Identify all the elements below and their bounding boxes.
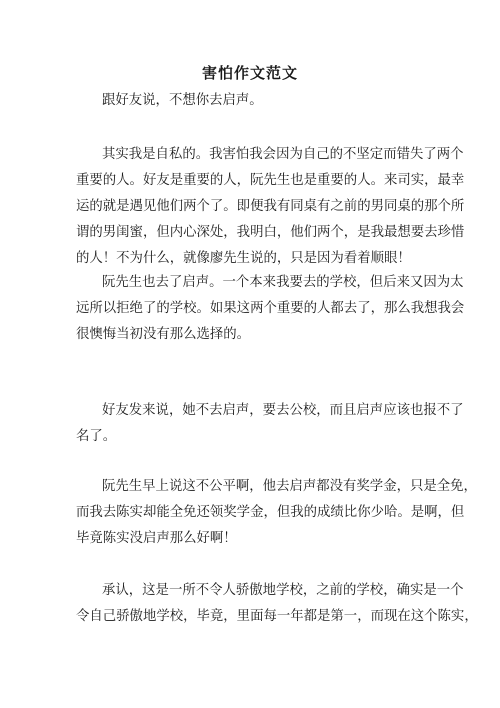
text-line: 阮先生也去了启声。一个本来我要去的学校，但后来又因为太 (102, 275, 464, 290)
text-line: 阮先生早上说这不公平啊，他去启声都没有奖学金，只是全免， (102, 479, 477, 494)
text-line: 好友发来说，她不去启声，要去公校，而且启声应该也报不了 (102, 403, 464, 418)
document-title: 害怕作文范文 (201, 64, 298, 82)
text-line: 而我去陈实却能全免还领奖学金，但我的成绩比你少哈。是啊，但 (76, 505, 465, 520)
text-line: 谓的男闺蜜，但内心深处，我明白，他们两个，是我最想要去珍惜 (76, 225, 465, 240)
text-line: 重要的人。好友是重要的人，阮先生也是重要的人。来司实，最幸 (76, 173, 465, 188)
paragraph-4 (76, 398, 464, 450)
paragraph-3 (76, 270, 465, 348)
paragraph-5 (76, 474, 477, 552)
paragraph-6 (76, 578, 478, 630)
text-line: 其实我是自私的。我害怕我会因为自己的不坚定而错失了两个 (102, 147, 464, 162)
text-line: 毕竟陈实没启声那么好啊！ (76, 531, 237, 546)
paragraph-1 (76, 88, 432, 114)
text-line: 承认，这是一所不令人骄傲地学校，之前的学校，确实是一个 (102, 583, 464, 598)
text-line: 令自己骄傲地学校，毕竟，里面每一年都是第一，而现在这个陈实， (76, 609, 478, 624)
text-line: 名了。 (76, 429, 117, 444)
text-line: 远所以拒绝了的学校。如果这两个重要的人都去了，那么我想我会 (76, 301, 465, 316)
text-line: 的人！不为什么，就像廖先生说的，只是因为看着顺眼！ (76, 251, 411, 266)
text-line: 跟好友说，不想你去启声。 (102, 93, 263, 108)
paragraph-2 (76, 142, 465, 272)
text-line: 很懊悔当初没有那么选择的。 (76, 327, 251, 342)
text-line: 运的就是遇见他们两个了。即便我有同桌有之前的男同桌的那个所 (76, 199, 465, 214)
